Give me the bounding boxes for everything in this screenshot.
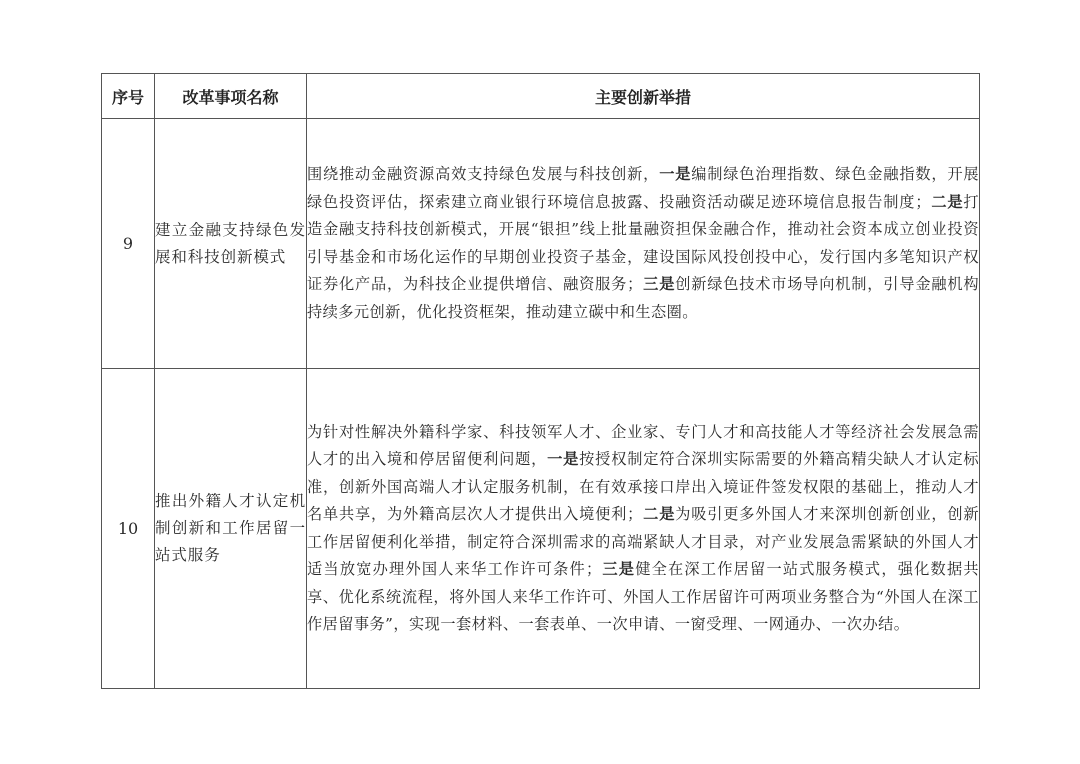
measures-cell: [307, 119, 980, 369]
table-row: [102, 369, 980, 689]
header-number: 序号: [102, 74, 155, 119]
measure-keyword-third: 三是: [601, 560, 636, 578]
measures-text-part: 健全在深工作居留一站式服务模式，强化数据共享、优化系统流程，将外国人来华工作许可、外国人工作居留许可两项业务整合为“外国人在深工作居留事务”，实现一套材料、一套表单、一次申请、一窗受理、一网通办、一次办结。: [307, 560, 979, 633]
reform-name: 推出外籍人才认定机制创新和工作居留一站式服务: [155, 492, 306, 564]
measures-text: [307, 419, 979, 639]
measures-text-part: 为针对性解决外籍科学家、科技领军人才、企业家、专门人才和高技能人才等经济社会发展急需人才的出入境和停居留便利问题，: [307, 422, 979, 468]
header-main-measures: 主要创新举措: [307, 74, 980, 119]
reform-name: 建立金融支持绿色发展和科技创新模式: [155, 220, 306, 266]
measure-keyword-second: 二是: [930, 192, 964, 211]
table-header-row: [102, 74, 980, 119]
reform-name-cell: [155, 119, 307, 369]
measures-cell: [307, 369, 980, 689]
measures-text-part: 按授权制定符合深圳实际需要的外籍高精尖缺人才认定标准，创新外国高端人才认定服务机制，在有效承接口岸出入境证件签发权限的基础上，推动人才名单共享，为外籍高层次人才提供出入境便利；: [307, 450, 980, 523]
measure-keyword-second: 二是: [642, 505, 676, 523]
measures-text-part: 围绕推动金融资源高效支持绿色发展与科技创新，: [307, 165, 660, 183]
reform-name-cell: [155, 369, 307, 689]
measures-text-part: 打造金融支持科技创新模式，开展“银担”线上批量融资担保金融合作，推动社会资本成立创业投资引导基金和市场化运作的早期创业投资子基金，建设国际风投创投中心，发行国内多笔知识产权证券化产品，为科技企业提供增信、融资服务；: [307, 192, 979, 293]
table-row: [102, 119, 980, 369]
header-reform-name: 改革事项名称: [155, 74, 307, 119]
measures-text-part: 为吸引更多外国人才来深圳创新创业，创新工作居留便利化举措，制定符合深圳需求的高端紧缺人才目录，对产业发展急需紧缺的外国人才适当放宽办理外国人来华工作许可条件；: [307, 505, 979, 578]
measures-text: [307, 161, 979, 326]
measure-keyword-first: 一是: [547, 450, 580, 468]
measures-text-part: 编制绿色治理指数、绿色金融指数，开展绿色投资评估，探索建立商业银行环境信息披露、投融资活动碳足迹环境信息报告制度；: [307, 165, 979, 211]
measure-keyword-first: 一是: [659, 165, 692, 183]
reform-items-table: [101, 73, 980, 689]
measures-text-part: 创新绿色技术市场导向机制，引导金融机构持续多元创新，优化投资框架，推动建立碳中和生态圈。: [307, 275, 979, 321]
row-number: 9: [102, 119, 155, 369]
row-number: 10: [102, 369, 155, 689]
measure-keyword-third: 三是: [642, 275, 676, 293]
